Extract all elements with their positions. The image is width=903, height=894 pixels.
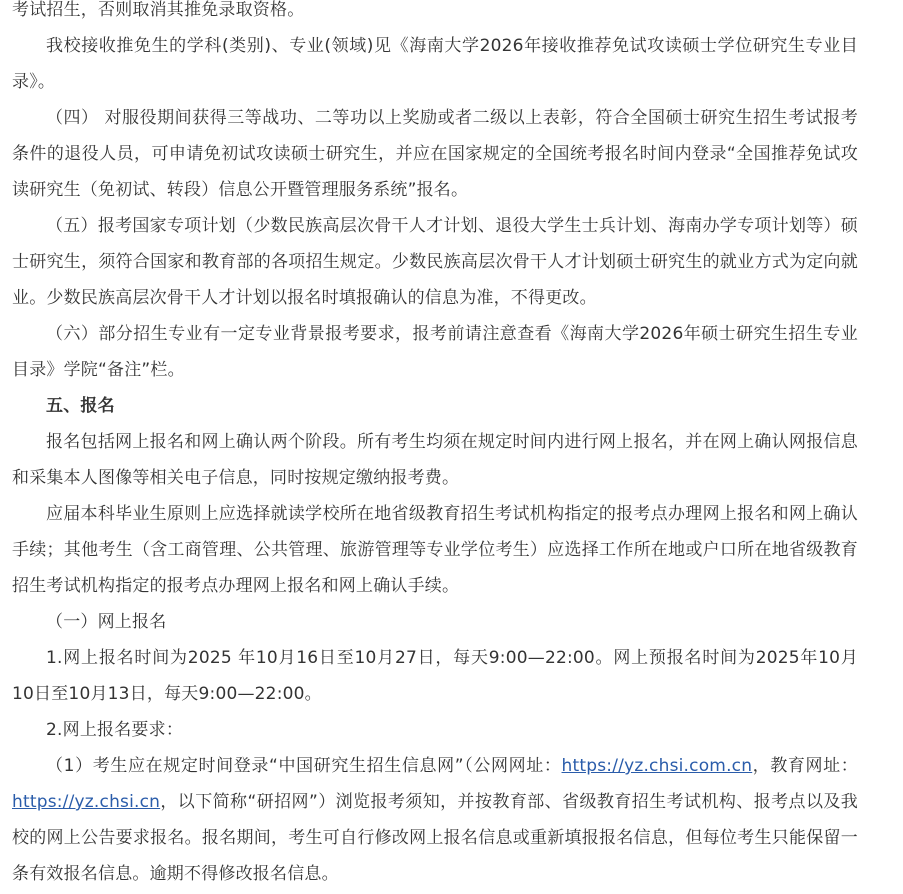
paragraph-registration-site: 应届本科毕业生原则上应选择就读学校所在地省级教育招生考试机构指定的报考点办理网上报名和网上确认手续；其他考生（含工商管理、公共管理、旅游管理等专业学位考生）应选择工作所在地或户口所在地省级教育招生考试机构指定的报考点办理网上报名和网上确认手续。 xyxy=(12,504,858,596)
public-site-link[interactable]: https://yz.chsi.com.cn xyxy=(561,756,753,776)
paragraph-item-five: （五）报考国家专项计划（少数民族高层次骨干人才计划、退役大学生士兵计划、海南办学专项计划等）硕士研究生，须符合国家和教育部的各项招生规定。少数民族高层次骨干人才计划硕士研究生的就业方式为定向就业。少数民族高层次骨干人才计划以报名时填报确认的信息为准，不得更改。 xyxy=(12,216,858,308)
section-heading-registration: 五、报名 xyxy=(46,396,115,416)
subheading-online-registration: （一）网上报名 xyxy=(46,612,167,632)
paragraph-recommend-catalog: 我校接收推免生的学科(类别)、专业(领域)见《海南大学2026年接收推荐免试攻读硕士学位研究生专业目录》。 xyxy=(12,36,858,92)
login-text-part-b: ，教育网址： xyxy=(752,756,858,776)
paragraph-login-instructions xyxy=(12,748,858,892)
paragraph-disqualification: 考试招生，否则取消其推免录取资格。 xyxy=(12,0,305,20)
login-text-part-c: ，以下简称“研招网”）浏览报考须知，并按教育部、省级教育招生考试机构、报考点以及我校的网上公告要求报名。报名期间，考生可自行修改网上报名信息或重新填报报名信息，但每位考生只能保留一条有效报名信息。逾期不得修改报名信息。 xyxy=(12,792,858,884)
edu-site-link[interactable]: https://yz.chsi.cn xyxy=(12,792,161,812)
document-body xyxy=(12,0,858,892)
paragraph-registration-time: 1.网上报名时间为2025 年10月16日至10月27日，每天9:00—22:00。网上预报名时间为2025年10月10日至10月13日，每天9:00—22:00。 xyxy=(12,648,858,704)
login-text-part-a: （1）考生应在规定时间登录“中国研究生招生信息网”（公网网址： xyxy=(46,756,562,776)
paragraph-registration-intro: 报名包括网上报名和网上确认两个阶段。所有考生均须在规定时间内进行网上报名，并在网上确认网报信息和采集本人图像等相关电子信息，同时按规定缴纳报考费。 xyxy=(12,432,858,488)
paragraph-registration-requirements: 2.网上报名要求： xyxy=(46,720,184,740)
paragraph-item-four: （四） 对服役期间获得三等战功、二等功以上奖励或者二级以上表彰，符合全国硕士研究生招生考试报考条件的退役人员，可申请免初试攻读硕士研究生，并应在国家规定的全国统考报名时间内登录“全国推荐免试攻读研究生（免初试、转段）信息公开暨管理服务系统”报名。 xyxy=(12,108,858,200)
paragraph-item-six: （六）部分招生专业有一定专业背景报考要求，报考前请注意查看《海南大学2026年硕士研究生招生专业目录》学院“备注”栏。 xyxy=(12,324,858,380)
